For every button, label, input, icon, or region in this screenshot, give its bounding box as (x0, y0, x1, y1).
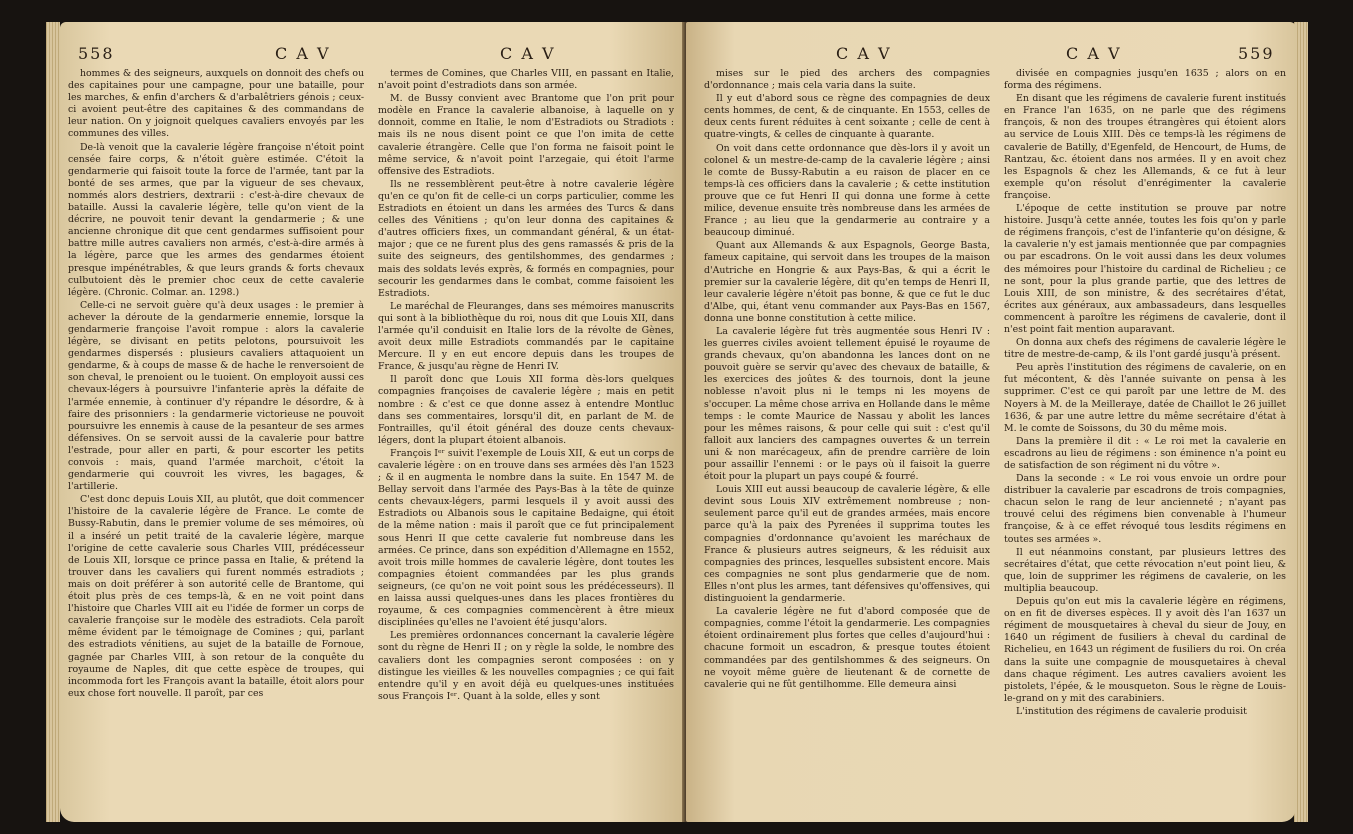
paragraph: divisée en compagnies jusqu'en 1635 ; alors on en forma des régimens. (1004, 68, 1286, 92)
paragraph: On voit dans cette ordonnance que dès-lors il y avoit un colonel & un mestre-de-camp de la cavalerie légère ; ainsi le comte de Bussy-Rabutin a eu raison de placer en ce temps-là ces officiers dans la cavalerie ; & cette institution prouve que ce fut Henri II qui donna une forme à cette milice, devenue ensuite très nombreuse dans les armées de France ; au lieu que la gendarmerie au contraire y a beaucoup diminué. (704, 142, 990, 239)
paragraph: Dans la seconde : « Le roi vous envoie un ordre pour distribuer la cavalerie par escadrons de trois compagnies, chacun selon le rang de leur ancienneté ; n'ayant pas trouvé celui des régimens bien convenable à l'humeur françoise, & à ce effet révoqué tous lesdits régimens en toutes ses armées ». (1004, 473, 1286, 545)
paragraph: Peu après l'institution des régimens de cavalerie, on en fut mécontent, & dès l'année suivante on pensa à les supprimer. C'est ce qui paroît par une lettre de M. des Noyers à M. de la Meilleraye, datée de Chaillot le 26 juillet 1636, & par une autre lettre du même secrétaire d'état à M. le comte de Soissons, du 30 du même mois. (1004, 362, 1286, 434)
paragraph: On donna aux chefs des régimens de cavalerie légère le titre de mestre-de-camp, & ils l'ont gardé jusqu'à présent. (1004, 337, 1286, 361)
left-running-head (60, 44, 685, 64)
paragraph: M. de Bussy convient avec Brantome que l'on prit pour modèle en France la cavalerie albanoise, à laquelle on y donnoit, comme en Italie, le nom d'Estradiots ou Stradiots : mais ils ne nous disent point ce que l'on imita de cette cavalerie étrangère. Celle que l'on forma ne faisoit point le même service, & n'avoit point l'arzegaie, qui étoit l'arme offensive des Estradiots. (378, 93, 674, 177)
paragraph: Il paroît donc que Louis XII forma dès-lors quelques compagnies françoises de cavalerie légère ; mais en petit nombre : & c'est ce que donne assez à entendre Montluc dans ses commentaires, lorsqu'il dit, en parlant de M. de Fontrailles, qu'il étoit général des douze cents chevaux-légers, dont la plupart étoient albanois. (378, 374, 674, 446)
paragraph: Les premières ordonnances concernant la cavalerie légère sont du règne de Henri II ; on y règle la solde, le nombre des cavaliers dont les compagnies seront composées : on y distingue les vieilles & les nouvelles compagnies ; ce qui fait entendre qu'il y en avoit déjà eu quelques-unes instituées sous François Iᵉʳ. Quant à la solde, elles y sont (378, 630, 674, 702)
page-edges-left (46, 22, 60, 822)
paragraph: Depuis qu'on eut mis la cavalerie légère en régimens, on en fit de diverses espèces. Il y avoit dès l'an 1637 un régiment de mousquetaires à cheval du sieur de Jouy, en 1640 un régiment de fusiliers à cheval du cardinal de Richelieu, en 1643 un régiment de fusiliers du roi. On créa dans la suite une compagnie de mousquetaires à cheval dans chaque régiment. Les autres cavaliers avoient les pistolets, l'épée, & le mousqueton. Sous le règne de Louis-le-grand on y mit des carabiniers. (1004, 596, 1286, 704)
paragraph: En disant que les régimens de cavalerie furent institués en France l'an 1635, on ne parle que des régimens françois, & non des troupes étrangères qui étoient alors au service de Louis XIII. Dès ce temps-là les régimens de cavalerie de Batilly, d'Egenfeld, de Hencourt, de Hums, de Rantzau, &c. étoient dans nos armées. Il y en avoit chez les Espagnols & chez les Allemands, & ce fut à leur exemple qu'on résolut d'enrégimenter la cavalerie françoise. (1004, 93, 1286, 201)
paragraph: François Iᵉʳ suivit l'exemple de Louis XII, & eut un corps de cavalerie légère : on en trouve dans ses armées dès l'an 1523 ; & il en augmenta le nombre dans la suite. En 1547 M. de Bellay servoit dans l'armée des Pays-Bas à la tête de quinze cents chevaux-légers, parmi lesquels il y avoit aussi des Estradiots ou Albanois sous le capitaine Bedaigne, qui étoit de la même nation : mais il paroît que ce fut principalement sous Henri II que cette cavalerie fut nombreuse dans les armées. Ce prince, dans son expédition d'Allemagne en 1552, avoit trois mille hommes de cavalerie légère, dont toutes les compagnies étoient commandées par les plus grands seigneurs, (ce qu'on ne voit point sous les prédécesseurs). Il en laissa aussi quelques-unes dans les places frontières du royaume, & ces compagnies commencèrent à être mieux disciplinées qu'elles ne l'avoient été jusqu'alors. (378, 447, 674, 629)
running-head: C A V (500, 44, 556, 63)
page-number: 559 (1238, 44, 1275, 63)
right-column-1 (704, 68, 990, 808)
paragraph: La cavalerie légère ne fut d'abord composée que de compagnies, comme l'étoit la gendarmerie. Les compagnies étoient ordinairement plus fortes que celles d'aujourd'hui : chacune formoit un escadron, & presque toutes étoient commandées par des gentilshommes & des seigneurs. On ne voyoit même guère de lieutenant & de cornette de cavalerie qui ne fût gentilhomme. Elle demeura ainsi (704, 606, 990, 690)
right-column-2 (1004, 68, 1286, 808)
paragraph: Le maréchal de Fleuranges, dans ses mémoires manuscrits qui sont à la bibliothèque du roi, nous dit que Louis XII, dans l'armée qu'il conduisit en Italie lors de la révolte de Gènes, avoit deux mille Estradiots commandés par le capitaine Mercure. Il y en eut encore depuis dans les troupes de France, & jusqu'au règne de Henri IV. (378, 300, 674, 373)
paragraph: Ils ne ressemblèrent peut-être à notre cavalerie légère qu'en ce qu'on fit de celle-ci un corps particulier, comme les Estradiots en étoient un dans les armées des Turcs & dans celles des Vénitiens ; qu'on leur donna des capitaines & d'autres officiers fixes, un commandant général, & un état-major ; que ce ne furent plus des gens ramassés & pris de la suite des seigneurs, des gentilshommes, des gendarmes ; mais des soldats levés exprès, & formés en compagnies, pour secourir les gendarmes dans le combat, comme faisoient les Estradiots. (378, 178, 674, 299)
paragraph: Quant aux Allemands & aux Espagnols, George Basta, fameux capitaine, qui servoit dans les troupes de la maison d'Autriche en Hongrie & aux Pays-Bas, & qui a écrit le premier sur la cavalerie légère, dit qu'en temps de Henri II, leur cavalerie légère n'étoit pas bonne, & que ce fut le duc d'Albe, qui, étant venu commander aux Pays-Bas en 1567, donna une bonne constitution à cette milice. (704, 240, 990, 324)
paragraph: La cavalerie légère fut très augmentée sous Henri IV : les guerres civiles avoient tellement épuisé le royaume de grands chevaux, qu'on abandonna les lances dont on ne pouvoit guère se servir qu'avec des chevaux de bataille, & les exercices des joûtes & des tournois, dont la jeune noblesse n'avoit plus ni le temps ni les moyens de s'occuper. La même chose arriva en Hollande dans le même temps : le comte Maurice de Nassau y abolit les lances pour les mêmes raisons, & pour celle qui suit : c'est qu'il falloit aux lanciers des campagnes ouvertes & un terrein uni & non marécageux, afin de prendre carrière de loin pour assaillir l'ennemi : or le pays où il faisoit la guerre étoit pour la plupart un pays coupé & fourré. (704, 325, 990, 483)
paragraph: mises sur le pied des archers des compagnies d'ordonnance ; mais cela varia dans la suite. (704, 68, 990, 92)
running-head: C A V (1066, 44, 1122, 63)
paragraph: Il eut néanmoins constant, par plusieurs lettres des secrétaires d'état, que cette révocation n'eut point lieu, & que, loin de supprimer les régimens de cavalerie, on les multiplia beaucoup. (1004, 546, 1286, 594)
paragraph: Dans la première il dit : « Le roi met la cavalerie en escadrons au lieu de régimens : son éminence n'a point eu de satisfaction de son régiment ni du vôtre ». (1004, 435, 1286, 471)
paragraph: Celle-ci ne servoit guère qu'à deux usages : le premier à achever la déroute de la gendarmerie ennemie, lorsque la gendarmerie françoise l'avoit rompue : alors la cavalerie légère, se divisant en petits pelotons, poursuivoit les gendarmes dispersés : plusieurs cavaliers attaquoient un gendarme, & à coups de masse & de hache le renversoient de son cheval, le prenoient ou le tuoient. On employoit aussi ces chevaux-légers à poursuivre l'infanterie après la défaite de l'armée ennemie, à continuer d'y répandre le désordre, & à faire des prisonniers : la gendarmerie victorieuse ne pouvoit poursuivre les ennemis à cause de la pesanteur de ses armes défensives. On se servoit aussi de la cavalerie pour battre l'estrade, pour aller en parti, & pour escorter les petits convois : mais, quand l'armée marchoit, c'étoit la gendarmerie qui couvroit les vivres, les bagages, & l'artillerie. (68, 299, 364, 493)
right-running-head (686, 44, 1296, 64)
left-page (60, 22, 685, 822)
left-column-2 (378, 68, 674, 808)
page-edges-right (1294, 22, 1308, 822)
paragraph: De-là venoit que la cavalerie légère françoise n'étoit point censée faire corps, & n'étoit guère estimée. C'étoit la gendarmerie qui faisoit toute la force de l'armée, tant par la bonté de ses armes, que par la vigueur de ses chevaux, nommés alors destriers, dextrarii : c'est-à-dire chevaux de bataille. Aussi la cavalerie légère, telle qu'on vient de la décrire, ne pouvoit tenir devant la gendarmerie ; & une ancienne chronique dit que cent gendarmes suffisoient pour battre mille autres cavaliers non armés, c'est-à-dire armés à la légère, parce que les armes des gendarmes étoient presque impénétrables, & que leurs grands & forts chevaux culbutoient dès le premier choc ceux de cette cavalerie légère. (Chronic. Colmar. an. 1298.) (68, 141, 364, 298)
left-column-1 (68, 68, 364, 808)
paragraph: hommes & des seigneurs, auxquels on donnoit des chefs ou des capitaines pour une campagne, pour une bataille, pour les marches, & enfin d'archers & d'arbalêtriers génois ; ceux-ci avoient peut-être des capitaines & des commandans de leur nation. On y joignoit quelques cavaliers envoyés par les communes des villes. (68, 68, 364, 140)
paragraph: Louis XIII eut aussi beaucoup de cavalerie légère, & elle devint sous Louis XIV extrêmement nombreuse ; non-seulement parce qu'il eut de grandes armées, mais encore parce qu'à la paix des Pyrenées il supprima toutes les compagnies d'ordonnance qu'avoient les maréchaux de France & plusieurs autres seigneurs, & les réduisit aux compagnies des princes, lesquelles subsistent encore. Mais ces compagnies ne sont plus gendarmerie que de nom. Elles n'ont plus les armes, tant défensives qu'offensives, qui distinguoient la gendarmerie. (704, 484, 990, 605)
running-head: C A V (836, 44, 892, 63)
running-head: C A V (275, 44, 331, 63)
paragraph: C'est donc depuis Louis XII, au plutôt, que doit commencer l'histoire de la cavalerie légère de France. Le comte de Bussy-Rabutin, dans le premier volume de ses mémoires, où il a inséré un petit traité de la cavalerie légère, marque l'origine de cette cavalerie sous Charles VIII, prédécesseur de Louis XII, lorsque ce prince passa en Italie, & prétend la trouver dans les cavaliers qui furent nommés estradiots ; mais on doit préférer à son autorité celle de Brantome, qui étoit plus près de ces temps-là, & en ne voit point dans l'histoire que Charles VIII ait eu l'idée de former un corps de cavalerie françoise sur le modèle des estradiots. Cela paroît même évident par le témoignage de Comines ; qui, parlant des estradiots vénitiens, au sujet de la bataille de Fornoue, gagnée par Charles VIII, à son retour de la conquête du royaume de Naples, dit que cette espèce de troupes, qui incommoda fort les François avant la bataille, étoit alors pour eux chose fort nouvelle. Il paroît, par ces (68, 494, 364, 699)
paragraph: L'institution des régimens de cavalerie produisit (1016, 705, 1247, 717)
page-number: 558 (78, 44, 115, 63)
paragraph: L'époque de cette institution se prouve par notre histoire. Jusqu'à cette année, toutes les fois qu'on y parle de régimens françois, c'est de l'infanterie qu'on désigne, & la cavalerie n'y est jamais mentionnée que par compagnies ou par escadrons. On le voit aussi dans les deux volumes des mémoires pour l'histoire du cardinal de Richelieu ; ce ne sont, pour la plus grande partie, que des lettres de Louis XIII, de son ministre, & des secrétaires d'état, écrites aux généraux, aux ambassadeurs, dans lesquelles commencent à paroître les régimens de cavalerie, dont il n'est point fait mention auparavant. (1004, 203, 1286, 335)
right-page (686, 22, 1296, 822)
paragraph: termes de Comines, que Charles VIII, en passant en Italie, n'avoit point d'estradiots dans son armée. (378, 68, 674, 92)
paragraph: Il y eut d'abord sous ce règne des compagnies de deux cents hommes, de cent, & de cinquante. En 1553, celles de deux cents furent réduites à cent soixante ; celle de cent à quatre-vingts, & celles de cinquante à quarante. (704, 93, 990, 141)
